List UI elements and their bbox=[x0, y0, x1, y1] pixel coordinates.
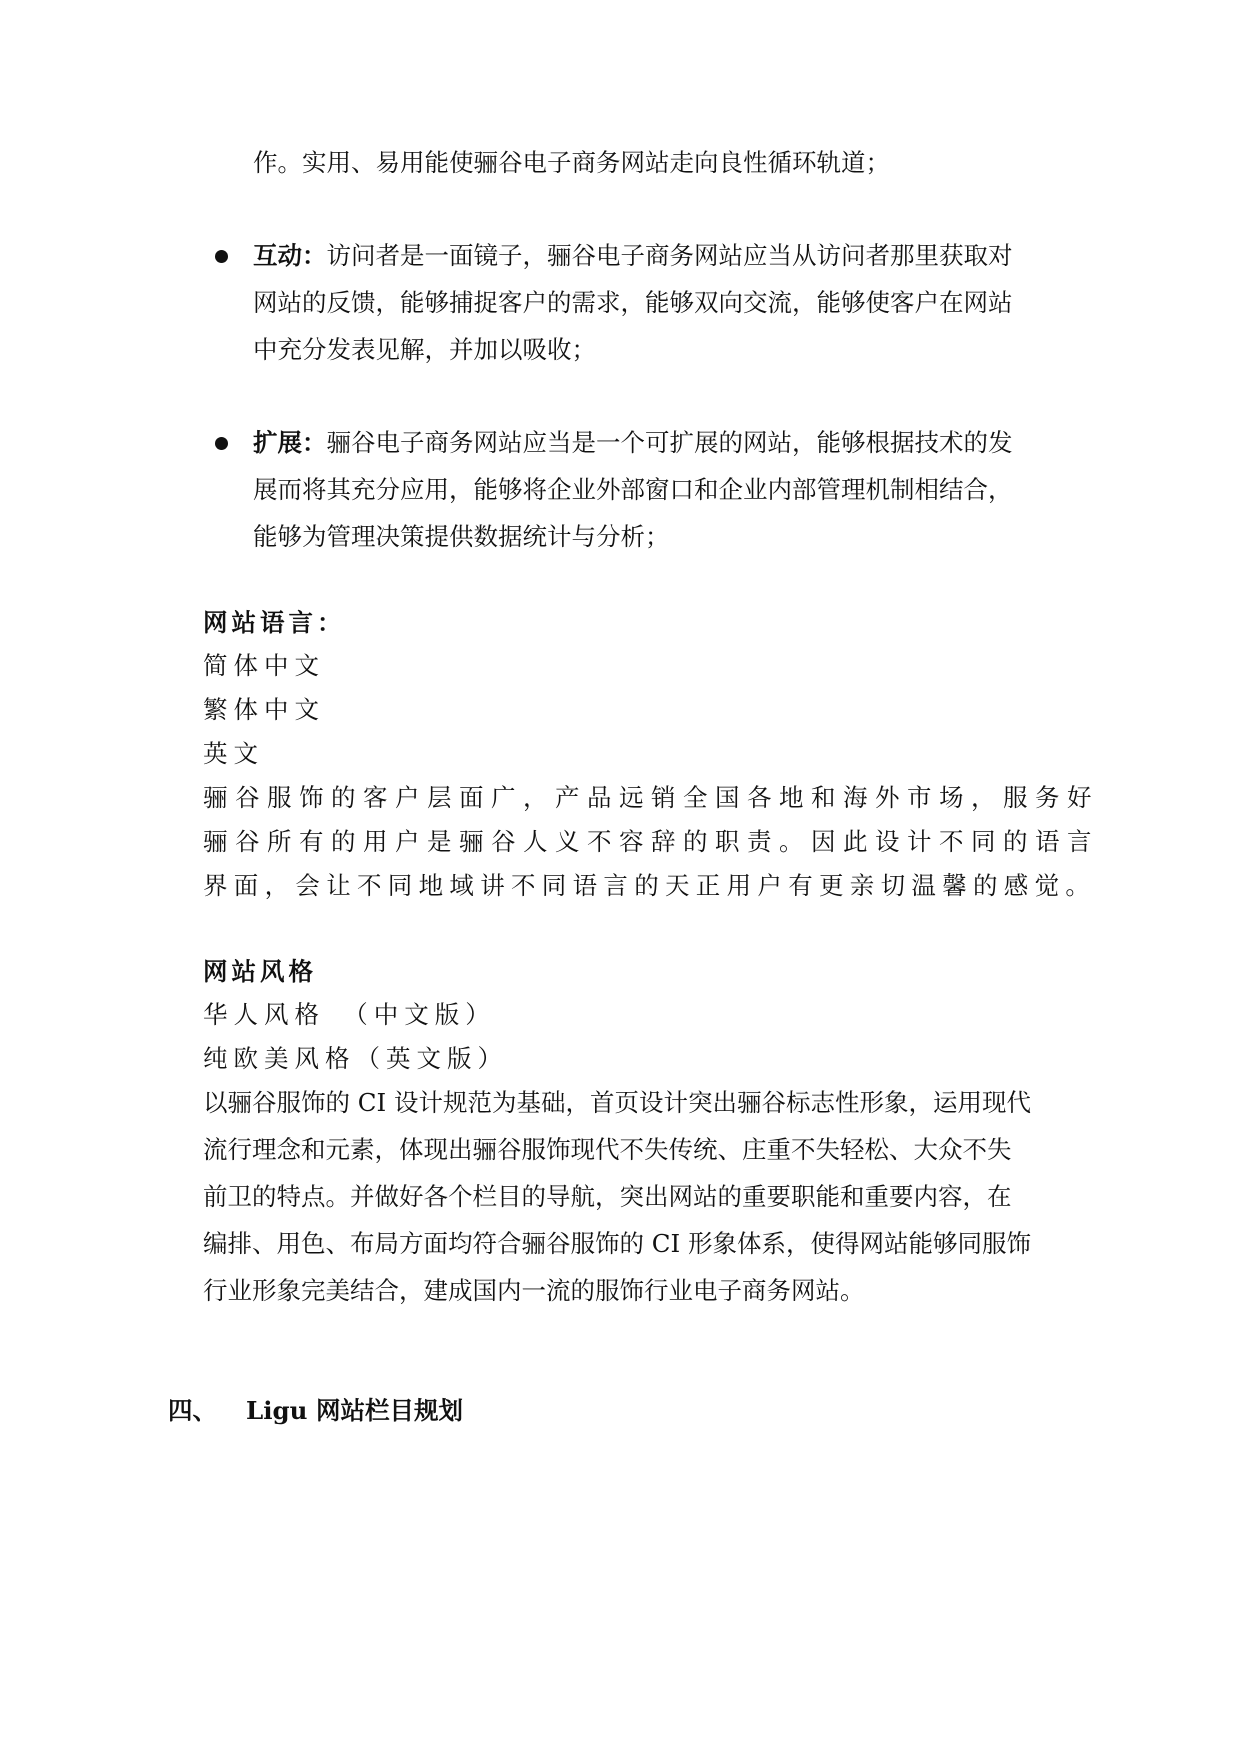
bullet-dot-icon bbox=[215, 437, 228, 450]
bullet-term: 扩展： bbox=[253, 428, 327, 457]
style-desc-line: 流行理念和元素，体现出骊谷服饰现代不失传统、庄重不失轻松、大众不失 bbox=[203, 1135, 1012, 1164]
style-item: 华人风格 （中文版） bbox=[203, 1000, 496, 1029]
bullet-dot-icon bbox=[215, 250, 228, 263]
bullet-line: 网站的反馈，能够捕捉客户的需求，能够双向交流，能够使客户在网站 bbox=[253, 288, 1013, 317]
language-desc-line: 骊谷所有的用户是骊谷人义不容辞的职责。因此设计不同的语言 bbox=[203, 827, 1099, 856]
style-desc-line: 以骊谷服饰的 CI 设计规范为基础，首页设计突出骊谷标志性形象，运用现代 bbox=[203, 1088, 1031, 1117]
bullet-text: 访问者是一面镜子，骊谷电子商务网站应当从访问者那里获取对 bbox=[326, 241, 1013, 270]
section-heading-style: 网站风格 bbox=[203, 957, 317, 986]
language-desc-line: 界面，会让不同地域讲不同语言的天正用户有更亲切温馨的感觉。 bbox=[203, 871, 1097, 900]
language-item: 简体中文 bbox=[203, 651, 325, 680]
paragraph-line: 作。实用、易用能使骊谷电子商务网站走向良性循环轨道； bbox=[253, 148, 890, 177]
bullet-line bbox=[253, 241, 1013, 271]
language-item: 繁体中文 bbox=[203, 695, 325, 724]
section-title: Ligu 网站栏目规划 bbox=[246, 1396, 464, 1425]
style-desc-line: 前卫的特点。并做好各个栏目的导航，突出网站的重要职能和重要内容，在 bbox=[203, 1182, 1012, 1211]
language-desc-line: 骊谷服饰的客户层面广，产品远销全国各地和海外市场，服务好 bbox=[203, 783, 1099, 812]
language-item: 英文 bbox=[203, 739, 264, 768]
style-desc-line: 编排、用色、布局方面均符合骊谷服饰的 CI 形象体系，使得网站能够同服饰 bbox=[203, 1229, 1031, 1258]
section-number: 四、 bbox=[168, 1396, 217, 1425]
bullet-term: 互动： bbox=[253, 241, 327, 270]
style-item: 纯欧美风格（英文版） bbox=[203, 1044, 508, 1073]
bullet-line: 中充分发表见解，并加以吸收； bbox=[253, 335, 596, 364]
bullet-text: 骊谷电子商务网站应当是一个可扩展的网站，能够根据技术的发 bbox=[326, 428, 1013, 457]
bullet-line bbox=[253, 428, 1013, 458]
section-heading-language: 网站语言： bbox=[203, 608, 346, 637]
style-desc-line: 行业形象完美结合，建成国内一流的服饰行业电子商务网站。 bbox=[203, 1276, 865, 1305]
bullet-line: 展而将其充分应用，能够将企业外部窗口和企业内部管理机制相结合， bbox=[253, 475, 1013, 504]
bullet-line: 能够为管理决策提供数据统计与分析； bbox=[253, 522, 670, 551]
